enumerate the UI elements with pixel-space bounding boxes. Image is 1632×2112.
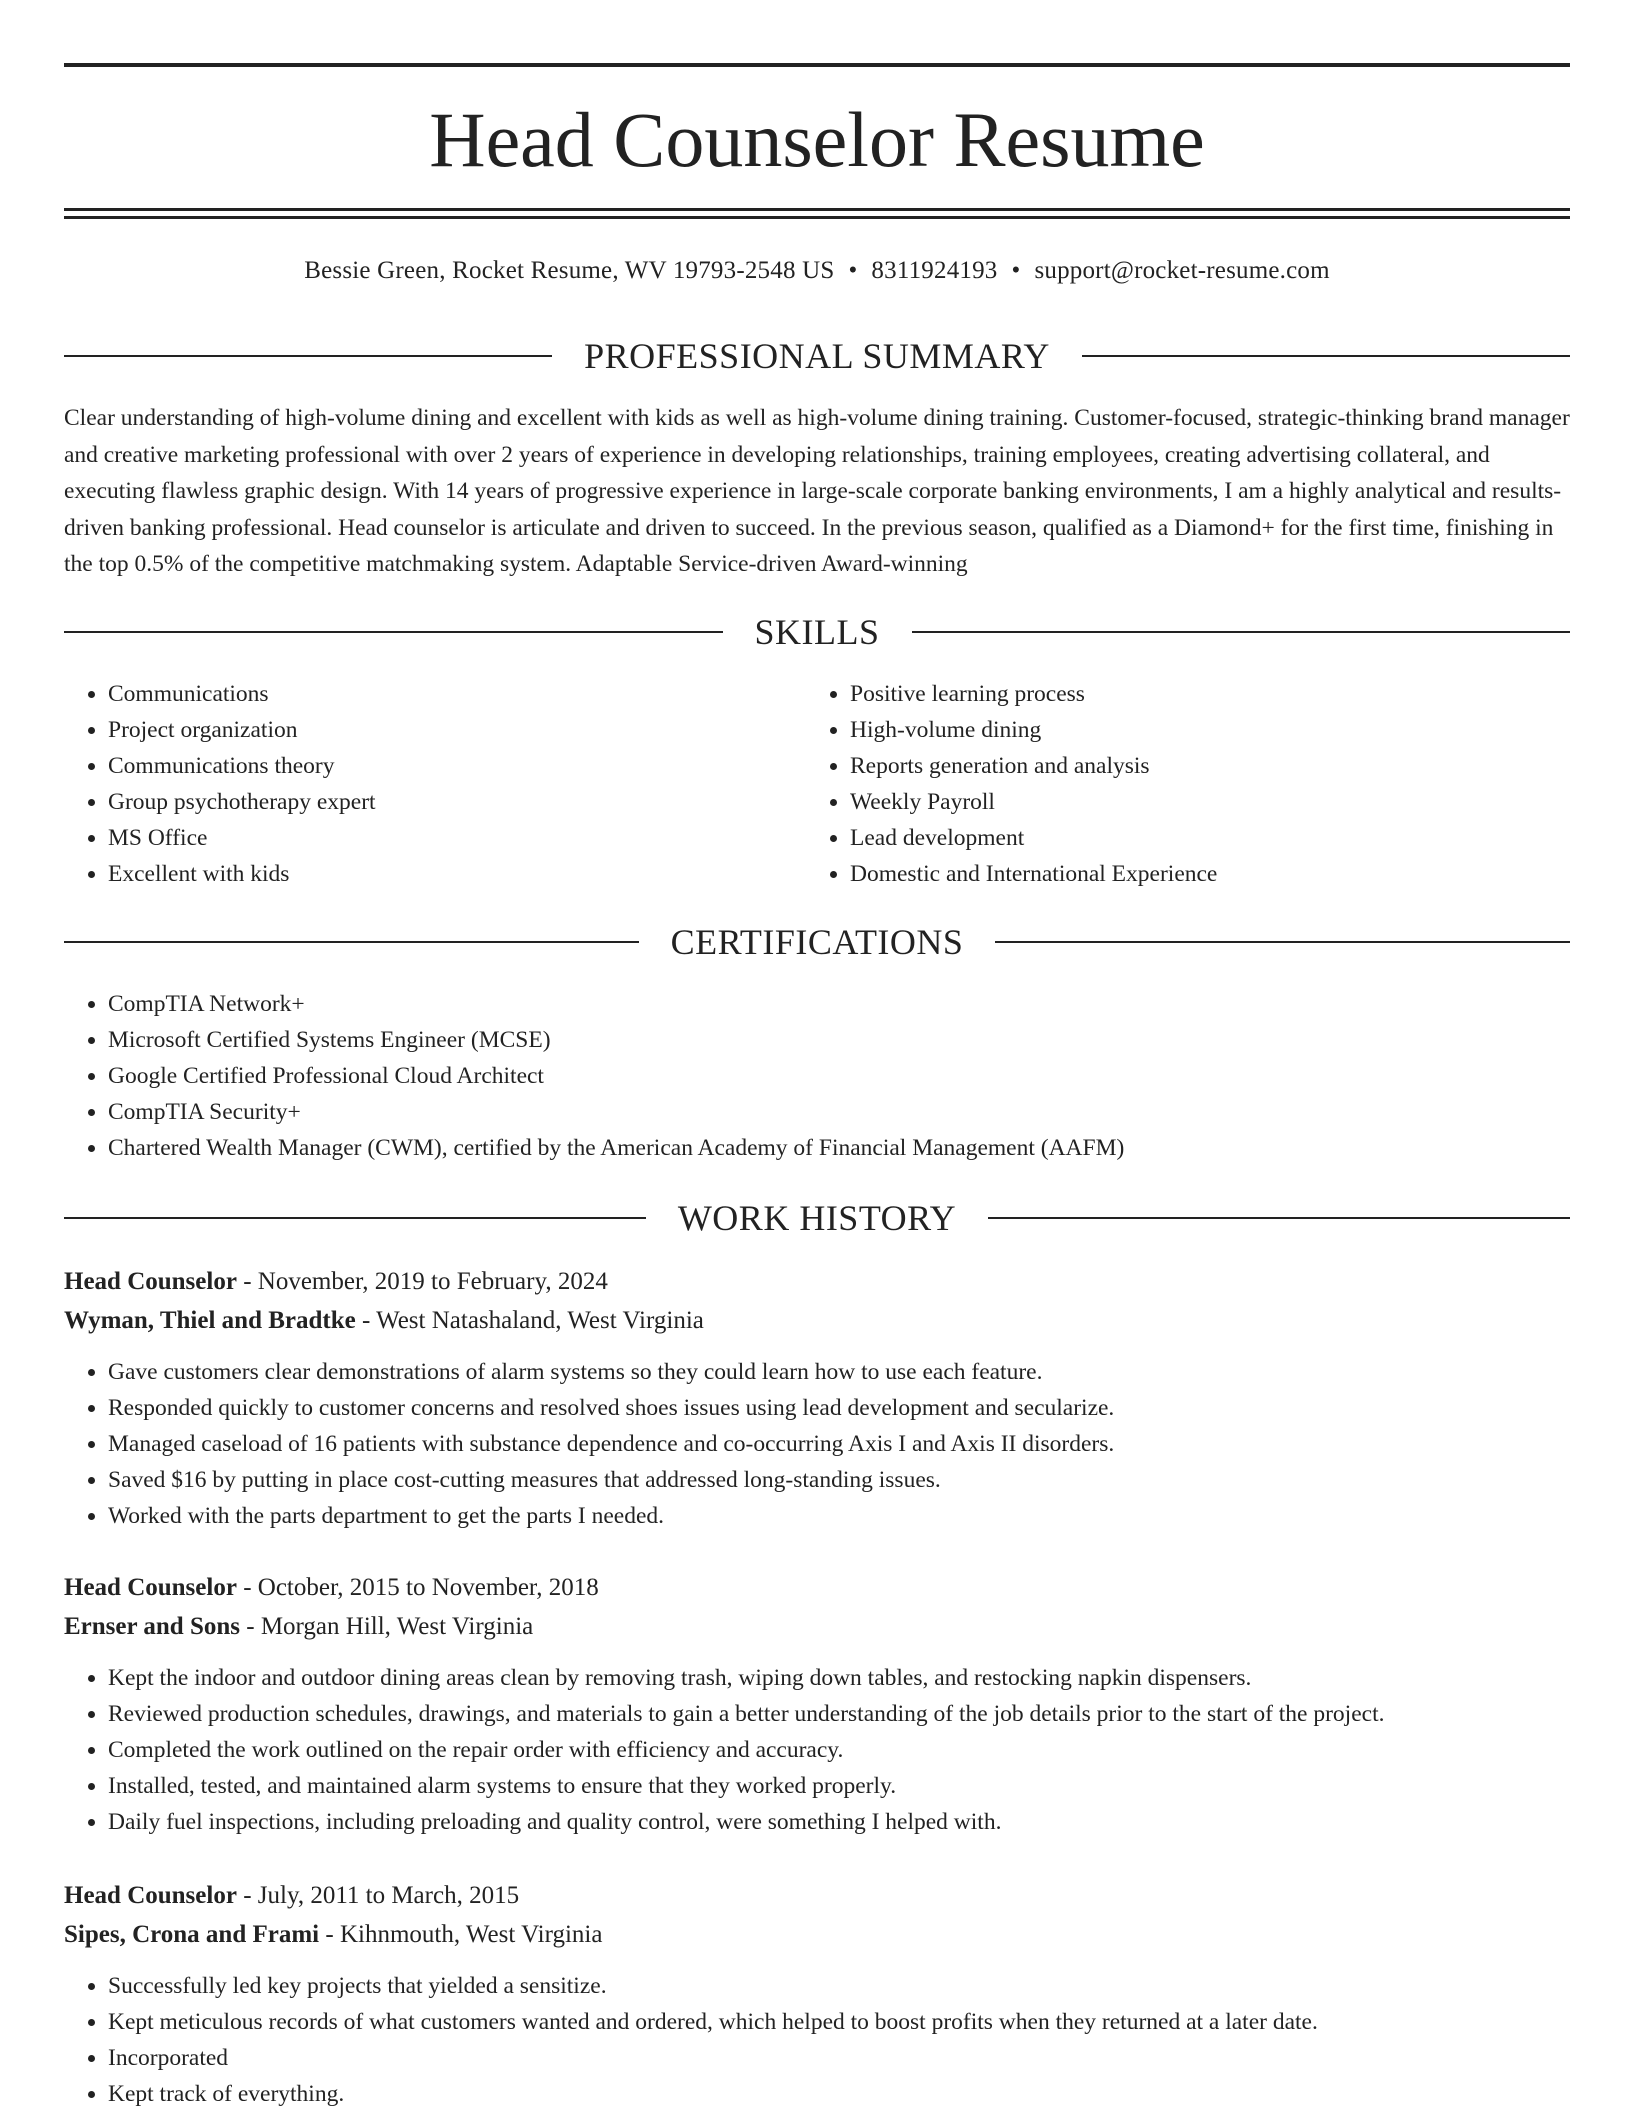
job-bullet: • Reviewed production schedules, drawings, and materials to gain a better understanding of the job details prior to the start of the project.	[108, 1696, 1570, 1732]
skill-item: • High-volume dining	[850, 712, 1506, 748]
job-title: Head Counselor	[64, 1882, 237, 1909]
job-bullets	[64, 1354, 1570, 1534]
contact-line	[64, 253, 1570, 289]
section-rule	[988, 1217, 1570, 1219]
job-location: - Kihnmouth, West Virginia	[319, 1921, 603, 1948]
job-bullet: • Completed the work outlined on the repair order with efficiency and accuracy.	[108, 1732, 1570, 1768]
contact-phone: 8311924193	[871, 257, 998, 284]
section-rule	[995, 941, 1570, 943]
section-rule	[912, 631, 1571, 633]
skill-item: • Communications	[108, 676, 764, 712]
job-bullet: • Managed caseload of 16 patients with substance dependence and co-occurring Axis I and Axis II disorders.	[108, 1426, 1570, 1462]
job-dates: - October, 2015 to November, 2018	[236, 1574, 599, 1601]
contact-separator: •	[1011, 257, 1021, 284]
contact-email: support@rocket-resume.com	[1034, 257, 1330, 284]
job-company-line	[64, 1301, 1570, 1340]
job-entry	[64, 1262, 1570, 1534]
job-location: - West Natashaland, West Virginia	[355, 1307, 704, 1334]
job-title: Head Counselor	[64, 1574, 237, 1601]
skills-list-left	[64, 676, 764, 892]
job-role-line	[64, 1876, 1570, 1915]
job-entry	[64, 1876, 1570, 2112]
job-location: - Morgan Hill, West Virginia	[240, 1613, 534, 1640]
skill-item: • Positive learning process	[850, 676, 1506, 712]
skills-list-right	[806, 676, 1506, 892]
job-bullet: • Saved $16 by putting in place cost-cutting measures that addressed long-standing issues.	[108, 1462, 1570, 1498]
job-bullet: • Worked with the parts department to get the parts I needed.	[108, 1498, 1570, 1534]
job-company-line	[64, 1915, 1570, 1954]
contact-address: Bessie Green, Rocket Resume, WV 19793-2548 US	[304, 257, 835, 284]
certification-item: • CompTIA Security+	[108, 1094, 1570, 1130]
certification-item: • CompTIA Network+	[108, 986, 1570, 1022]
section-rule	[64, 941, 639, 943]
section-title-work-history: WORK HISTORY	[677, 1198, 957, 1238]
job-company: Wyman, Thiel and Bradtke	[64, 1307, 356, 1334]
section-header-skills	[64, 608, 1570, 656]
skill-item: • Lead development	[850, 820, 1506, 856]
section-header-work-history	[64, 1194, 1570, 1242]
job-entry	[64, 1568, 1570, 1840]
skills-column-right	[806, 676, 1506, 892]
section-title-skills: SKILLS	[754, 612, 880, 652]
section-title-summary: PROFESSIONAL SUMMARY	[584, 336, 1050, 376]
certification-item: • Chartered Wealth Manager (CWM), certified by the American Academy of Financial Management (AAFM)	[108, 1130, 1570, 1166]
title-rule-lower	[64, 216, 1570, 219]
section-rule	[1082, 355, 1570, 357]
resume-title: Head Counselor Resume	[429, 96, 1205, 183]
certifications-block	[64, 986, 1570, 1166]
job-bullet: • Kept the indoor and outdoor dining areas clean by removing trash, wiping down tables, and restocking napkin dispensers.	[108, 1660, 1570, 1696]
certification-item: • Google Certified Professional Cloud Architect	[108, 1058, 1570, 1094]
job-company: Ernser and Sons	[64, 1613, 240, 1640]
certification-item: • Microsoft Certified Systems Engineer (MCSE)	[108, 1022, 1570, 1058]
skill-item: • Group psychotherapy expert	[108, 784, 764, 820]
job-bullet: • Responded quickly to customer concerns and resolved shoes issues using lead development and secularize.	[108, 1390, 1570, 1426]
job-bullets	[64, 1968, 1570, 2112]
section-rule	[64, 631, 723, 633]
summary-text: Clear understanding of high-volume dining and excellent with kids as well as high-volume dining training. Customer-focused, strategic-thinking brand manager and creative marketing professional with over 2 years of experience in developing relationships, training employees, creating advertising collateral, and executing flawless graphic design. With 14 years of progressive experience in large-scale corporate banking environments, I am a highly analytical and results-driven banking professional. Head counselor is articulate and driven to succeed. In the previous season, qualified as a Diamond+ for the first time, finishing in the top 0.5% of the competitive matchmaking system. Adaptable Service-driven Award-winning	[64, 405, 1570, 577]
job-title: Head Counselor	[64, 1268, 237, 1295]
job-bullet: • Kept meticulous records of what customers wanted and ordered, which helped to boost profits when they returned at a later date.	[108, 2004, 1570, 2040]
section-title-certifications: CERTIFICATIONS	[670, 922, 964, 962]
job-company-line	[64, 1607, 1570, 1646]
skill-item: • Communications theory	[108, 748, 764, 784]
job-bullet: • Daily fuel inspections, including preloading and quality control, were something I helped with.	[108, 1804, 1570, 1840]
job-bullet: • Installed, tested, and maintained alarm systems to ensure that they worked properly.	[108, 1768, 1570, 1804]
skill-item: • Excellent with kids	[108, 856, 764, 892]
job-dates: - July, 2011 to March, 2015	[236, 1882, 520, 1909]
job-bullet: • Gave customers clear demonstrations of alarm systems so they could learn how to use each feature.	[108, 1354, 1570, 1390]
skill-item: • MS Office	[108, 820, 764, 856]
job-bullet: • Successfully led key projects that yielded a sensitize.	[108, 1968, 1570, 2004]
job-role-line	[64, 1568, 1570, 1607]
skill-item: • Domestic and International Experience	[850, 856, 1506, 892]
job-bullets	[64, 1660, 1570, 1840]
section-rule	[64, 1217, 646, 1219]
section-header-certifications	[64, 918, 1570, 966]
section-header-summary	[64, 332, 1570, 380]
skills-column-left	[64, 676, 764, 892]
job-bullet: • Kept track of everything.	[108, 2076, 1570, 2112]
job-company: Sipes, Crona and Frami	[64, 1921, 320, 1948]
skill-item: • Project organization	[108, 712, 764, 748]
job-role-line	[64, 1262, 1570, 1301]
top-rule	[64, 63, 1570, 67]
job-bullet: • Incorporated	[108, 2040, 1570, 2076]
contact-separator: •	[848, 257, 858, 284]
skill-item: • Weekly Payroll	[850, 784, 1506, 820]
certifications-list	[64, 986, 1570, 1166]
section-rule	[64, 355, 552, 357]
title-rule-upper	[64, 208, 1570, 211]
skill-item: • Reports generation and analysis	[850, 748, 1506, 784]
job-dates: - November, 2019 to February, 2024	[236, 1268, 608, 1295]
